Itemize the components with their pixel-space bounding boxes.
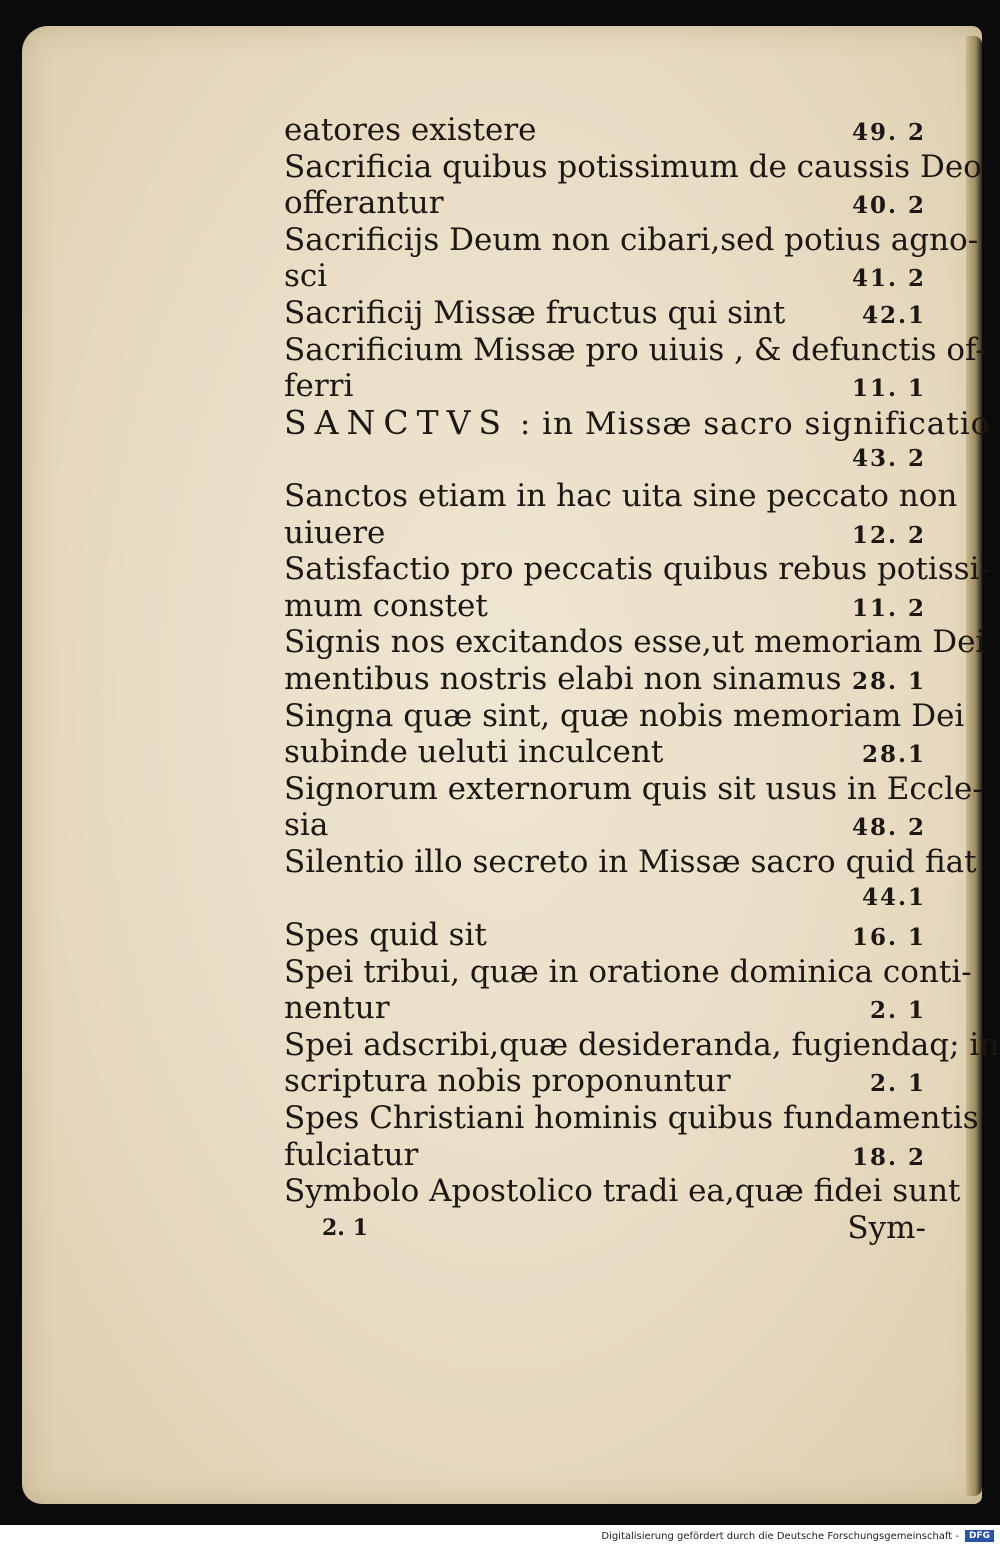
index-line [284, 295, 926, 332]
index-entry-text: ferri [284, 368, 354, 405]
index-line [284, 843, 977, 881]
index-entry-text: scriptura nobis proponuntur [284, 1063, 731, 1100]
index-entry-text: uiuere [284, 514, 386, 551]
funding-credit: Digitalisierung gefördert durch die Deutsche Forschungsgemeinschaft - [601, 1530, 959, 1542]
sanctus-heading: SANCTVS [284, 402, 510, 442]
index-entry-text: Signorum externorum quis sit usus in Eccle- [284, 770, 983, 807]
index-line [284, 624, 986, 661]
index-entry-text: Sacrificium Missæ pro uiuis , & defunctis of- [284, 331, 986, 368]
index-entry-text: sci [284, 258, 328, 295]
index-entry-text: Spei adscribi,quæ desideranda, fugiendaq; in [284, 1026, 1000, 1063]
index-entry-text: mentibus nostris elabi non sinamus [284, 660, 842, 697]
index-line [284, 1100, 979, 1137]
index-line [284, 112, 926, 149]
index-line [284, 441, 926, 478]
page-reference: 44.1 [861, 884, 926, 912]
index-line [284, 477, 958, 515]
index-entry-text: Sacrificij Missæ fructus qui sint [284, 294, 786, 331]
dfg-logo: DFG [965, 1530, 994, 1542]
index-entry-text: Spei tribui, quæ in oratione dominica conti- [284, 953, 972, 990]
page-reference: 18. 2 [851, 1143, 926, 1171]
index-entry-text: Sacrificijs Deum non cibari,sed potius agno- [284, 221, 979, 258]
index-line [284, 368, 926, 405]
index-entry-text: Spes quid sit [284, 917, 487, 954]
catchword: Sym- [847, 1209, 926, 1246]
index-line [284, 402, 991, 442]
index-entry-text: : in Missæ sacro significatio [519, 405, 991, 442]
page-reference: 28.1 [861, 741, 926, 769]
page-reference: 2. 1 [869, 1070, 926, 1098]
signature-mark: 2. 1 [322, 1214, 368, 1241]
index-entry-text: Signis nos excitandos esse,ut memoriam Dei [284, 624, 986, 661]
page-reference: 49. 2 [851, 119, 926, 146]
footer-bar [0, 1525, 1000, 1547]
index-entry-text: Satisfactio pro peccatis quibus rebus potissi- [284, 551, 991, 588]
index-line [284, 515, 926, 552]
index-entry-text: Symbolo Apostolico tradi ea,quæ fidei sunt [284, 1173, 961, 1210]
page-reference: 40. 2 [851, 192, 926, 220]
index-line [284, 331, 986, 369]
index-line [284, 1026, 1000, 1064]
index-line [284, 551, 991, 588]
index-line [284, 1173, 961, 1210]
index-line [284, 917, 926, 954]
index-entry-text: mum constet [284, 587, 488, 624]
index-entry-text: Silentio illo secreto in Missæ sacro quid fiat [284, 843, 977, 880]
page-reference: 12. 2 [851, 521, 926, 549]
page-reference: 2. 1 [869, 997, 926, 1025]
page-reference: 11. 1 [851, 375, 926, 403]
index-entry-text: subinde ueluti inculcent [284, 734, 664, 771]
page-reference: 11. 2 [851, 594, 926, 622]
index-line [284, 588, 926, 625]
page-reference: 48. 2 [851, 814, 926, 842]
index-entry-text: sia [284, 807, 329, 844]
index-line [284, 1063, 926, 1100]
index-entry-text: Sacrificia quibus potissimum de caussis Deo [284, 148, 982, 185]
page-reference: 16. 1 [851, 924, 926, 952]
page-reference: 41. 2 [851, 265, 926, 293]
index-line [284, 185, 926, 222]
index-entry-text: eatores existere [284, 112, 537, 148]
page-reference: 28. 1 [851, 667, 926, 695]
index-entry-text: Singna quæ sint, quæ nobis memoriam Dei [284, 697, 965, 734]
page-reference: 43. 2 [851, 445, 926, 473]
index-text-block [284, 112, 1000, 1246]
index-entry-text: Sanctos etiam in hac uita sine peccato non [284, 477, 958, 514]
index-line [284, 1137, 926, 1174]
index-line [284, 770, 983, 808]
index-line [284, 148, 982, 186]
index-entry-text: offerantur [284, 185, 444, 222]
index-line [284, 661, 926, 698]
page-reference: 42.1 [861, 301, 926, 329]
index-line [284, 258, 926, 295]
index-line [284, 807, 926, 844]
index-line [284, 990, 926, 1027]
index-line [284, 734, 926, 771]
index-line [284, 953, 972, 991]
index-line [284, 880, 926, 917]
index-line [284, 221, 979, 259]
index-entry-text: fulciatur [284, 1136, 419, 1173]
index-entry-text: nentur [284, 990, 390, 1027]
signature-line [284, 1210, 926, 1247]
index-line [284, 697, 965, 735]
index-entry-text: Spes Christiani hominis quibus fundamentis [284, 1100, 979, 1137]
